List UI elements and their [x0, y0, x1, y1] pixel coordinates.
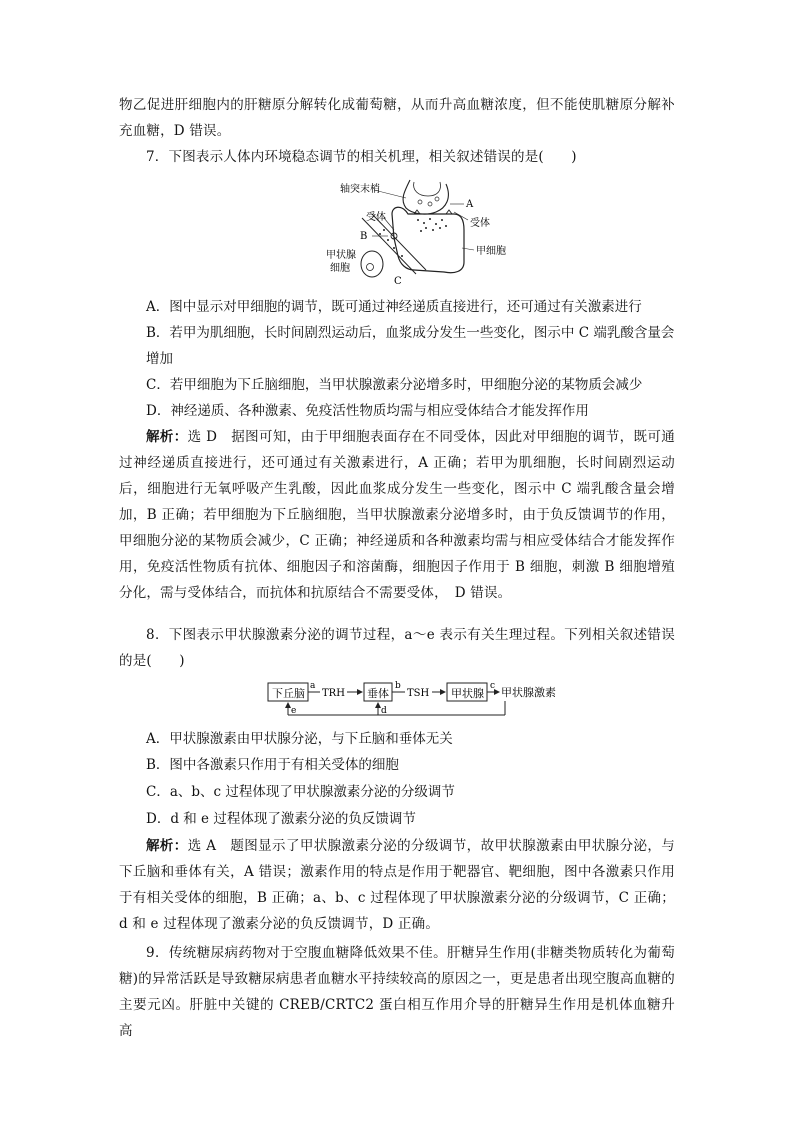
- neuro-endocrine-figure: [322, 178, 562, 288]
- flow-pituitary: 垂体: [367, 687, 389, 700]
- flow-thyroid-hormone: 甲状腺激素: [501, 686, 556, 699]
- q8-option-b: B．图中各激素只作用于有相关受体的细胞: [146, 757, 399, 773]
- flow-d: d: [381, 706, 387, 716]
- q9-stem: 9．传统糖尿病药物对于空腹血糖降低效果不佳。肝糖异生作用(非糖类物质转化为葡萄糖)的异常活跃是导致糖尿病患者血糖水平持续较高的原因之一，更是患者出现空腹高血糖的主要元凶。肝脏中关键的 CREB/CRTC2 蛋白相互作用介导的肝糖异生作用是机体血糖升高: [119, 945, 675, 1039]
- label-thyroid-cell-line1: 甲状腺: [326, 250, 356, 261]
- q7-stem: 7．下图表示人体内环境稳态调节的相关机理，相关叙述错误的是( ): [146, 149, 577, 165]
- thyroid-regulation-flow: [265, 679, 565, 719]
- flow-tsh: TSH: [407, 688, 430, 699]
- label-axon-terminal: 轴突末梢: [340, 184, 380, 195]
- flow-c: c: [490, 681, 496, 691]
- q8-analysis-label: 解析：: [146, 838, 188, 854]
- label-receptor-right: 受体: [470, 218, 490, 229]
- q8-option-c: C．a、b、c 过程体现了甲状腺激素分泌的分级调节: [146, 784, 455, 800]
- q8-analysis: [119, 833, 675, 937]
- q7-analysis-label: 解析：: [146, 429, 188, 445]
- flow-e: e: [291, 706, 297, 716]
- q7-analysis: [119, 424, 675, 606]
- q7-option-b: B．若甲为肌细胞，长时间剧烈运动后，血浆成分发生一些变化，图示中 C 端乳酸含量会增加: [146, 325, 675, 367]
- flow-a: a: [310, 681, 316, 691]
- q7-analysis-text: 选 D 据图可知，由于甲细胞表面存在不同受体，因此对甲细胞的调节，既可通过神经递质直接进行，还可通过有关激素进行，A 正确；若甲为肌细胞，长时间剧烈运动后，细胞进行无氧呼吸产生乳酸，因此血浆成分发生一些变化，图示中 C 端乳酸含量会增加，B 正确；若甲细胞为下丘脑细胞，当甲状腺激素分泌增多时，由于负反馈调节的作用，甲细胞分泌的某物质会减少，C 正确；神经递质和各种激素均需与相应受体结合才能发挥作用，免疫活性物质有抗体、细胞因子和溶菌酶，细胞因子作用于 B 细胞，刺激 B 细胞增殖分化，需与受体结合，而抗体和抗原结合不需要受体， D 错误。: [119, 429, 675, 601]
- label-receptor-left: 受体: [366, 212, 386, 223]
- label-thyroid-cell-line2: 细胞: [330, 263, 350, 274]
- flow-b: b: [395, 681, 401, 691]
- label-cell-a: 甲细胞: [476, 246, 506, 257]
- q8-stem: 8．下图表示甲状腺激素分泌的调节过程，a～e 表示有关生理过程。下列相关叙述错误的是( ): [119, 627, 675, 669]
- flow-hypothalamus: 下丘脑: [272, 687, 305, 700]
- intro-paragraph: 物乙促进肝细胞内的肝糖原分解转化成葡萄糖，从而升高血糖浓度，但不能使肌糖原分解补充血糖，D 错误。: [119, 97, 675, 139]
- q8-option-a: A．甲状腺激素由甲状腺分泌，与下丘脑和垂体无关: [146, 731, 453, 747]
- flow-thyroid: 甲状腺: [451, 687, 484, 700]
- flow-trh: TRH: [322, 688, 345, 699]
- q7-option-d: D．神经递质、各种激素、免疫活性物质均需与相应受体结合才能发挥作用: [146, 403, 589, 419]
- q8-option-d: D．d 和 e 过程体现了激素分泌的负反馈调节: [146, 811, 416, 827]
- q8-analysis-text: 选 A 题图显示了甲状腺激素分泌的分级调节，故甲状腺激素由甲状腺分泌，与下丘脑和垂体有关，A 错误；激素作用的特点是作用于靶器官、靶细胞，图中各激素只作用于有相关受体的细胞，B 正确；a、b、c 过程体现了甲状腺激素分泌的分级调节，C 正确；d 和 e 过程体现了激素分泌的负反馈调节，D 正确。: [119, 838, 675, 932]
- q7-option-a: A．图中显示对甲细胞的调节，既可通过神经递质直接进行，还可通过有关激素进行: [146, 299, 642, 315]
- label-b: B: [360, 231, 368, 242]
- label-c: C: [394, 276, 402, 287]
- q7-option-c: C．若甲细胞为下丘脑细胞，当甲状腺激素分泌增多时，甲细胞分泌的某物质会减少: [146, 377, 643, 393]
- label-a: A: [466, 199, 474, 210]
